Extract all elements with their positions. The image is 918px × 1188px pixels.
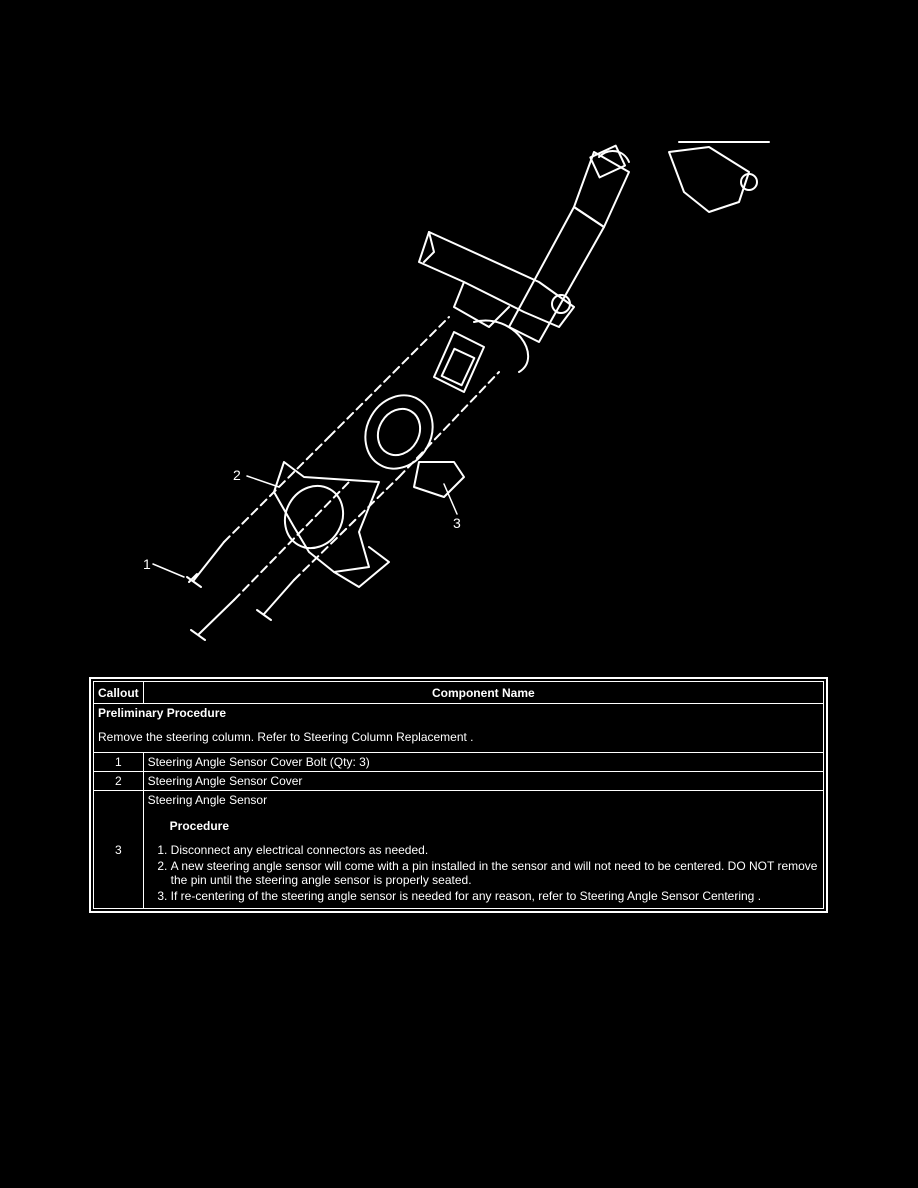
procedure-step: 3. If re-centering of the steering angle sensor is needed for any reason, refer to Steering Angle Sensor Centering . xyxy=(171,889,819,903)
procedure-title: Procedure xyxy=(169,819,230,834)
callout-1-label: 1 xyxy=(143,556,151,572)
row-callout: 1 xyxy=(94,753,144,772)
preliminary-procedure-title: Preliminary Procedure xyxy=(98,706,227,720)
table-row xyxy=(94,753,824,772)
row-component-name: Steering Angle Sensor Cover Bolt (Qty: 3) xyxy=(143,753,823,772)
component-table xyxy=(93,681,824,909)
table-header-row xyxy=(94,682,824,704)
exploded-view-illustration xyxy=(69,132,848,661)
table-row xyxy=(94,791,824,909)
row-component-name: Steering Angle Sensor xyxy=(147,793,268,808)
row-component-name: Steering Angle Sensor Cover xyxy=(143,772,823,791)
header-callout: Callout xyxy=(94,682,144,704)
procedure-step: 2. A new steering angle sensor will come with a pin installed in the sensor and will not need to be centered. DO NOT remove the pin until the steering angle sensor is properly seated. xyxy=(171,859,819,887)
row-callout: 2 xyxy=(94,772,144,791)
procedure-step: 1. Disconnect any electrical connectors as needed. xyxy=(171,843,819,857)
steering-column-diagram xyxy=(69,132,848,661)
component-table-frame xyxy=(89,677,828,913)
row-component-detail xyxy=(143,791,823,909)
preliminary-procedure-text: Remove the steering column. Refer to Steering Column Replacement . xyxy=(98,730,474,744)
table-row xyxy=(94,772,824,791)
row-callout: 3 xyxy=(94,791,144,909)
callout-3-label: 3 xyxy=(453,515,461,531)
preliminary-procedure-row xyxy=(94,704,824,753)
callout-2-label: 2 xyxy=(233,467,241,483)
procedure-steps xyxy=(148,843,819,903)
header-component-name: Component Name xyxy=(143,682,823,704)
